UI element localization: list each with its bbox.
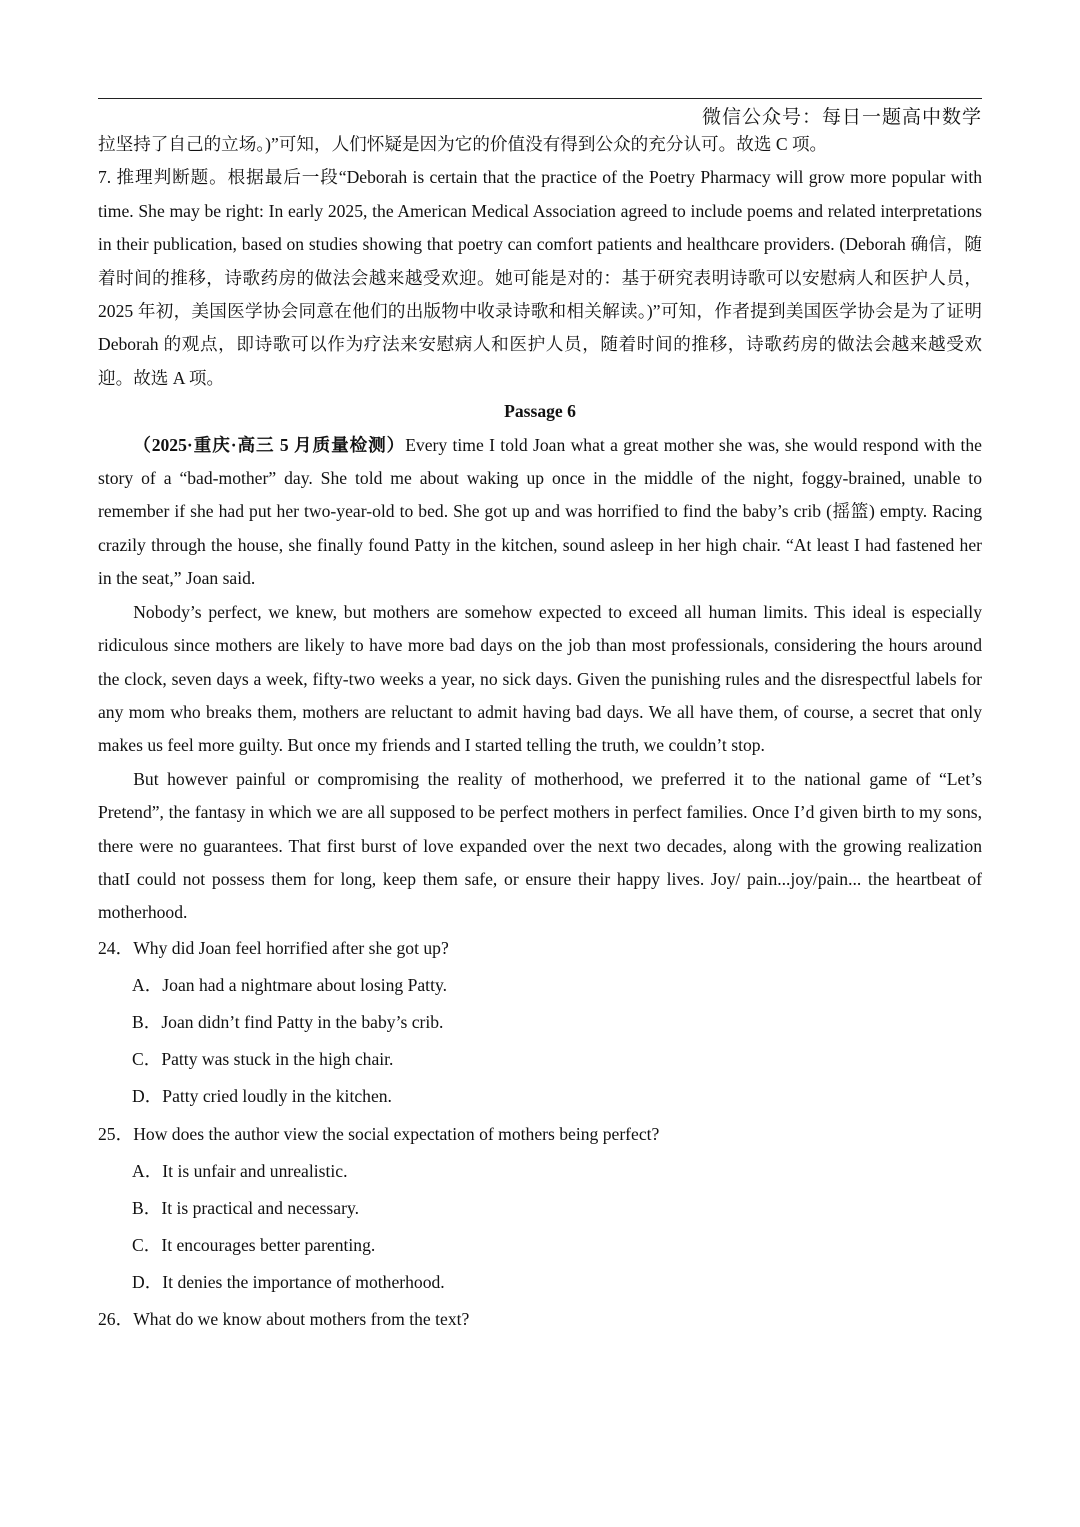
passage-paragraph-1 xyxy=(98,429,982,596)
passage-paragraph-3: But however painful or compromising the reality of motherhood, we preferred it to the national game of “Let’s Pretend”, the fantasy in which we are all supposed to be perfect mothers in perfect families. Once I’d given birth to my sons, there were no guarantees. That first burst of love expanded over the next two decades, along with the growing realization thatI could not possess them for long, keep them safe, or ensure their happy lives. Joy/ pain...joy/pain... the heartbeat of motherhood. xyxy=(98,768,982,923)
option-d[interactable]: D．It denies the importance of motherhood. xyxy=(132,1272,445,1293)
page-content xyxy=(98,128,982,1338)
passage-paragraph-1-text: Every time I told Joan what a great mother she was, she would respond with the story of a “bad-mother” day. She told me about waking up once in the middle of the night, foggy-brained, unable to remember if she had put her two-year-old to bed. She got up and was horrified to find the baby’s crib (摇篮) empty. Racing crazily through the house, she finally found Patty in the kitchen, sound asleep in her high chair. “At least I had fastened her in the seat,” Joan said. xyxy=(98,434,982,589)
wechat-note: 微信公众号：每日一题高中数学 xyxy=(701,106,982,128)
option-c[interactable]: C．It encourages better parenting. xyxy=(132,1234,376,1255)
question-stem: 24．Why did Joan feel horrified after she got up? xyxy=(98,937,449,958)
option-b[interactable]: B．It is practical and necessary. xyxy=(132,1197,360,1218)
analysis-7: 7. 推理判断题。根据最后一段“Deborah is certain that the practice of the Poetry Pharmacy will grow more popular with time. She may be right: In early 2025, the American Medical Association agreed to include poems and related interpretations in their publication, based on studies showing that poetry can comfort patients and healthcare providers. (Deborah 确信，随着时间的推移，诗歌药房的做法会越来越受欢迎。她可能是对的：基于研究表明诗歌可以安慰病人和医护人员，2025 年初，美国医学协会同意在他们的出版物中收录诗歌和相关解读。)”可知，作者提到美国医学协会是为了证明 Deborah 的观点，即诗歌可以作为疗法来安慰病人和医护人员，随着时间的推移，诗歌药房的做法会越来越受欢迎。故选 A 项。 xyxy=(98,167,982,388)
option-a[interactable]: A．It is unfair and unrealistic. xyxy=(132,1160,348,1181)
option-b[interactable]: B．Joan didn’t find Patty in the baby’s crib. xyxy=(132,1011,444,1032)
header-rule xyxy=(98,98,982,99)
question-24 xyxy=(98,930,982,1116)
option-c[interactable]: C．Patty was stuck in the high chair. xyxy=(132,1049,394,1070)
question-25 xyxy=(98,1116,982,1302)
question-stem: 26．What do we know about mothers from the text? xyxy=(98,1309,470,1330)
option-a[interactable]: A．Joan had a nightmare about losing Patty. xyxy=(132,974,448,995)
question-26 xyxy=(98,1301,982,1338)
passage-paragraph-2: Nobody’s perfect, we knew, but mothers are somehow expected to exceed all human limits. This ideal is especially ridiculous since mothers are likely to have more bad days on the job than most professionals, considering the hours around the clock, seven days a week, fifty-two weeks a year, no sick days. Given the punishing rules and the disrespectful labels for any mom who breaks them, mothers are reluctant to admit having bad days. We all have them, of course, a secret that only makes us feel more guilty. But once my friends and I started telling the truth, we couldn’t stop. xyxy=(98,601,982,756)
passage-title: Passage 6 xyxy=(504,401,576,422)
passage-source: （2025·重庆·高三 5 月质量检测） xyxy=(133,434,406,455)
question-stem: 25．How does the author view the social expectation of mothers being perfect? xyxy=(98,1123,660,1144)
analysis-6-tail: 拉坚持了自己的立场。)”可知，人们怀疑是因为它的价值没有得到公众的充分认可。故选 C 项。 xyxy=(98,134,828,154)
option-d[interactable]: D．Patty cried loudly in the kitchen. xyxy=(132,1086,392,1107)
